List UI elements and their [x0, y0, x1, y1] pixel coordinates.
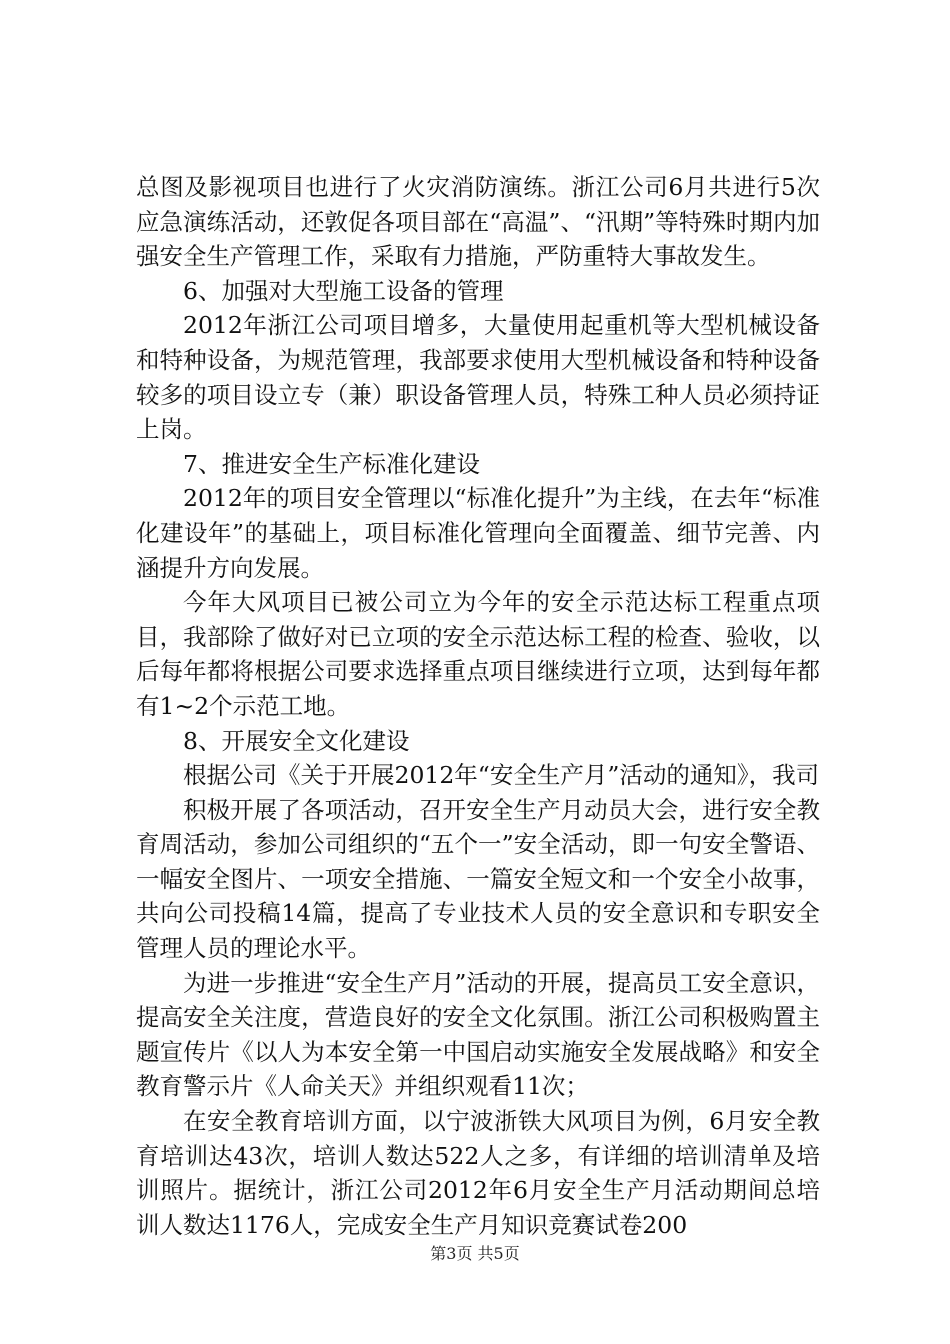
heading-equipment-management: 6、加强对大型施工设备的管理 — [183, 276, 504, 305]
paragraph-standardization: 2012年的项目安全管理以“标准化提升”为主线，在去年“标准化建设年”的基础上，项目标准化管理向全面覆盖、细节完善、内涵提升方向发展。 — [136, 484, 820, 582]
paragraph-safety-month-notice: 根据公司《关于开展2012年“安全生产月”活动的通知》，我司 — [183, 761, 820, 790]
document-body — [136, 170, 820, 1242]
paragraph-equipment-management: 2012年浙江公司项目增多，大量使用起重机等大型机械设备和特种设备，为规范管理，我部要求使用大型机械设备和特种设备较多的项目设立专（兼）职设备管理人员，特殊工种人员必须持证上岗。 — [136, 311, 820, 444]
paragraph-demonstration-projects: 今年大风项目已被公司立为今年的安全示范达标工程重点项目，我部除了做好对已立项的安全示范达标工程的检查、验收，以后每年都将根据公司要求选择重点项目继续进行立项，达到每年都有1~2个示范工地。 — [136, 588, 820, 720]
paragraph-safety-awareness: 为进一步推进“安全生产月”活动的开展，提高员工安全意识，提高安全关注度，营造良好的安全文化氛围。浙江公司积极购置主题宣传片《以人为本安全第一中国启动实施安全发展战略》和安全教育警示片《人命关天》并组织观看11次； — [136, 968, 820, 1101]
heading-standardization: 7、推进安全生产标准化建设 — [183, 449, 480, 478]
paragraph-safety-training: 在安全教育培训方面，以宁波浙铁大风项目为例，6月安全教育培训达43次，培训人数达522人之多，有详细的培训清单及培训照片。据统计，浙江公司2012年6月安全生产月活动期间总培训人数达1176人，完成安全生产月知识竞赛试卷200 — [136, 1107, 820, 1239]
heading-safety-culture: 8、开展安全文化建设 — [183, 726, 410, 755]
paragraph-safety-activities: 积极开展了各项活动，召开安全生产月动员大会，进行安全教育周活动，参加公司组织的“五个一”安全活动，即一句安全警语、一幅安全图片、一项安全措施、一篇安全短文和一个安全小故事，共向公司投稿14篇，提高了专业技术人员的安全意识和专职安全管理人员的理论水平。 — [136, 795, 820, 963]
paragraph-emergency-drills: 总图及影视项目也进行了火灾消防演练。浙江公司6月共进行5次应急演练活动，还敦促各项目部在“高温”、“汛期”等特殊时期内加强安全生产管理工作，采取有力措施，严防重特大事故发生。 — [136, 173, 820, 271]
page-number-footer: 第3页 共5页 — [430, 1244, 520, 1263]
